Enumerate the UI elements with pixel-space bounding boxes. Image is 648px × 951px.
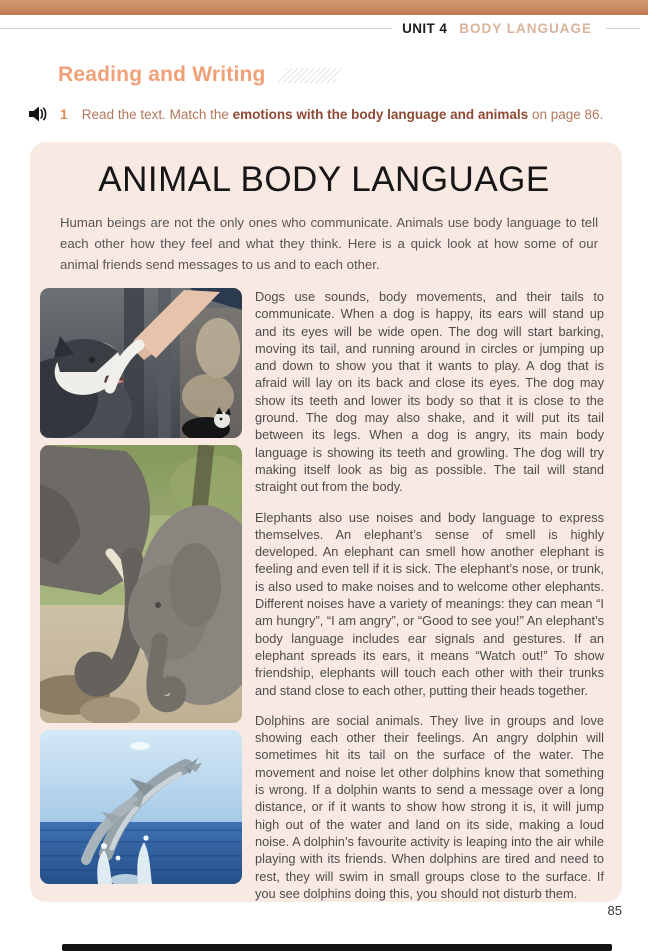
dolphin-paragraph: Dolphins are social animals. They live in groups and love showing each other their feelings. An angry dolphin will sometimes hit its tail on the surface of the water. The movement and noise let other dolphins know that something is wrong. If a dolphin wants to send a message over a long distance, or if it wants to show how strong it is, it will jump high out of the water and land on its side, making a loud noise. A dolphin’s favourite activity is leaping into the air while playing with its friends. When dolphins are tired and need to rest, they will swim in small groups close to the surface. If you see dolphins doing this, you should not disturb them. [255,712,604,901]
exercise-instruction [82,107,603,122]
section-heading-label: Reading and Writing [58,63,266,86]
section-heading [58,63,338,87]
instruction-tail: on page 86. [528,106,604,122]
instruction-regular: Read the text. Match the [81,106,233,122]
header-rule-left [0,28,392,29]
unit-title: BODY LANGUAGE [459,21,592,36]
dog-paragraph: Dogs use sounds, body movements, and their tails to communicate. When a dog is happy, its ears will stand up and its eyes will be wide open. The dog will start barking, moving its tail, and running around in circles or jumping up and down to show you that it wants to play. A dog that is afraid will lay on its back and close its eyes. The dog may show its teeth and lower its body so that it is close to the ground. The dog may also shake, and it will put its tail between its legs. When a dog is angry, its main body language is showing its teeth and growling. The dog will try making itself look as big as possible. The tail will stand straight out from the body. [255,289,604,495]
unit-header [0,20,640,37]
paragraph-column [255,288,608,902]
instruction-bold: emotions with the body language and animals [232,106,529,122]
exercise-row [28,106,624,122]
speaker-icon [28,106,48,122]
photo-column [40,288,242,902]
hatch-decoration [278,68,342,83]
exercise-number: 1 [60,106,68,122]
page-bottom-edge [62,944,612,951]
article-content [40,288,608,902]
page-number: 85 [607,903,622,918]
article-intro: Human beings are not the only ones who communicate. Animals use body language to tell each other how they feel and what they think. Here is a quick look at how some of our animal friends send messages to us and to each other. [60,215,598,272]
dog-high-five-photo [40,288,242,438]
article-card [30,142,622,902]
elephants-trunks-photo [40,445,242,723]
elephant-paragraph: Elephants also use noises and body language to express themselves. An elephant’s sense of smell is highly developed. An elephant can smell how another elephant is feeling and even tell if it is sick. The elephant’s nose, or trunk, is also used to make noises and to welcome other elephants. Different noises have a variety of meanings: they can mean “I am hungry”, “I am angry”, or “Good to see you!” An elephant’s body language includes ear signals and gestures. If an elephant spreads its ears, it means “Watch out!” To show friendship, elephants will touch each other with their trunks and stand close to each other, putting their heads together. [255,509,605,698]
header-rule-right [606,28,640,29]
article-title: ANIMAL BODY LANGUAGE [98,160,550,199]
unit-label: UNIT 4 [402,21,448,36]
dolphins-jumping-photo [40,730,242,884]
top-color-bar [0,0,648,15]
